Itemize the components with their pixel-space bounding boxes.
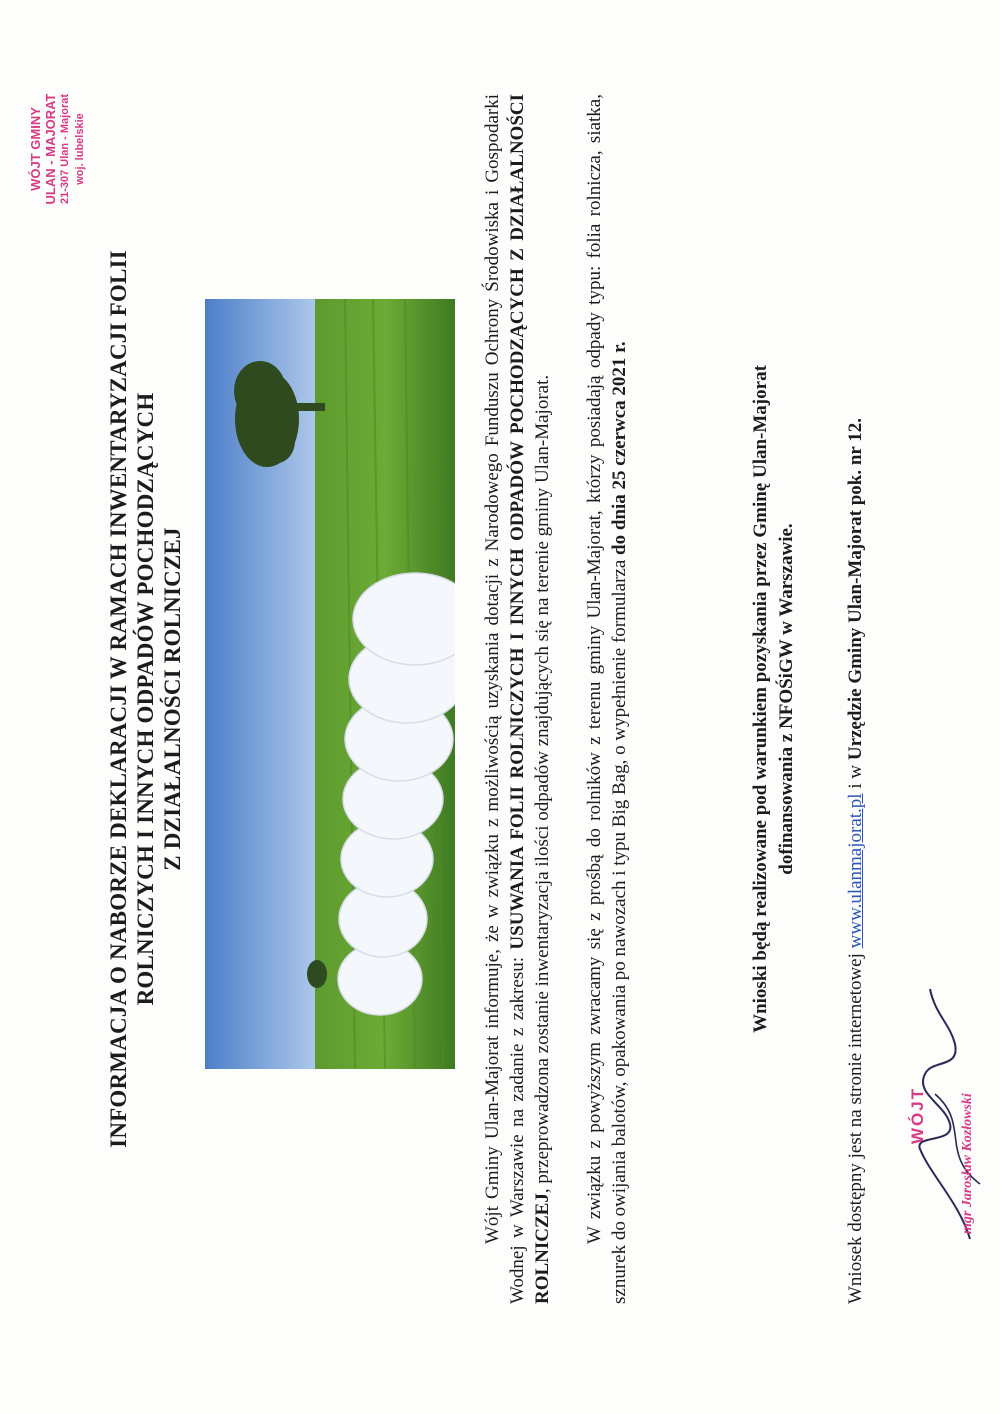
stamp-line-3: 21-307 Ulan - Majorat (59, 93, 71, 205)
field-photo (205, 299, 455, 1069)
paragraph-intro-text-a: Wójt Gminy Ulan-Majorat informuje, że w związku z możliwością uzyskania dotacji z Narodowego Funduszu Ochrony Środowiska i Gospodarki Wodnej w Warszawie na zadanie z zakresu: (482, 94, 528, 1304)
paragraph-request (582, 94, 632, 1304)
paragraph-request-deadline: do dnia 25 czerwca 2021 r. (609, 341, 630, 555)
footer-office-location: Urzędzie Gminy Ulan-Majorat pok. nr 12. (845, 418, 866, 761)
funding-notice-line-2: dofinansowania z NFOŚiGW w Warszawie. (776, 523, 797, 875)
paragraph-intro-bold: USUWANIA FOLII ROLNICZYCH I INNYCH ODPADÓW POCHODZĄCYCH Z DZIAŁALNOŚCI ROLNICZEJ (507, 93, 553, 1304)
stamp-line-4: woj. lubelskie (74, 113, 86, 185)
stamp-line-2: ULAN - MAJORAT (43, 93, 58, 205)
title-line-3: Z DZIAŁALNOŚCI ROLNICZEJ (160, 527, 185, 871)
office-stamp (28, 64, 88, 234)
paragraph-intro (480, 94, 555, 1304)
title-line-2: ROLNICZYCH I INNYCH ODPADÓW POCHODZĄCYCH (133, 392, 158, 1006)
signature-role: WÓJT (908, 1086, 927, 1144)
title-line-1: INFORMACJA O NABORZE DEKLARACJI W RAMACH INWENTARYZACJI FOLII (106, 250, 131, 1148)
footer-text-b: i w (845, 760, 866, 794)
funding-notice (748, 284, 800, 1114)
signature-name: mgr Jarosław Kozłowski (960, 1093, 975, 1234)
page-title (105, 134, 186, 1264)
footer-availability (843, 74, 868, 1304)
stamp-line-1: WÓJT GMINY (28, 107, 43, 191)
paragraph-request-text: W związku z powyższym zwracamy się z prośbą do rolników z terenu gminy Ulan-Majorat, którzy posiadają odpady typu: folia rolnicza, siatka, sznurek do owijania balotów, opakowania po nawozach i typu Big Bag, o wypełnienie formularza (584, 94, 630, 1304)
footer-text-a: Wniosek dostępny jest na stronie internetowej (845, 948, 866, 1304)
funding-notice-line-1: Wnioski będą realizowane pod warunkiem pozyskania przez Gminę Ulan-Majorat (750, 365, 771, 1033)
field-landscape-image (205, 299, 455, 1069)
signature-block (900, 984, 990, 1244)
website-link[interactable]: www.ulanmajorat.pl (845, 793, 866, 949)
paragraph-intro-text-b: , przeprowadzona zostanie inwentaryzacja ilości odpadów znajdujących się na terenie gminy Ulan-Majorat. (532, 374, 553, 1194)
